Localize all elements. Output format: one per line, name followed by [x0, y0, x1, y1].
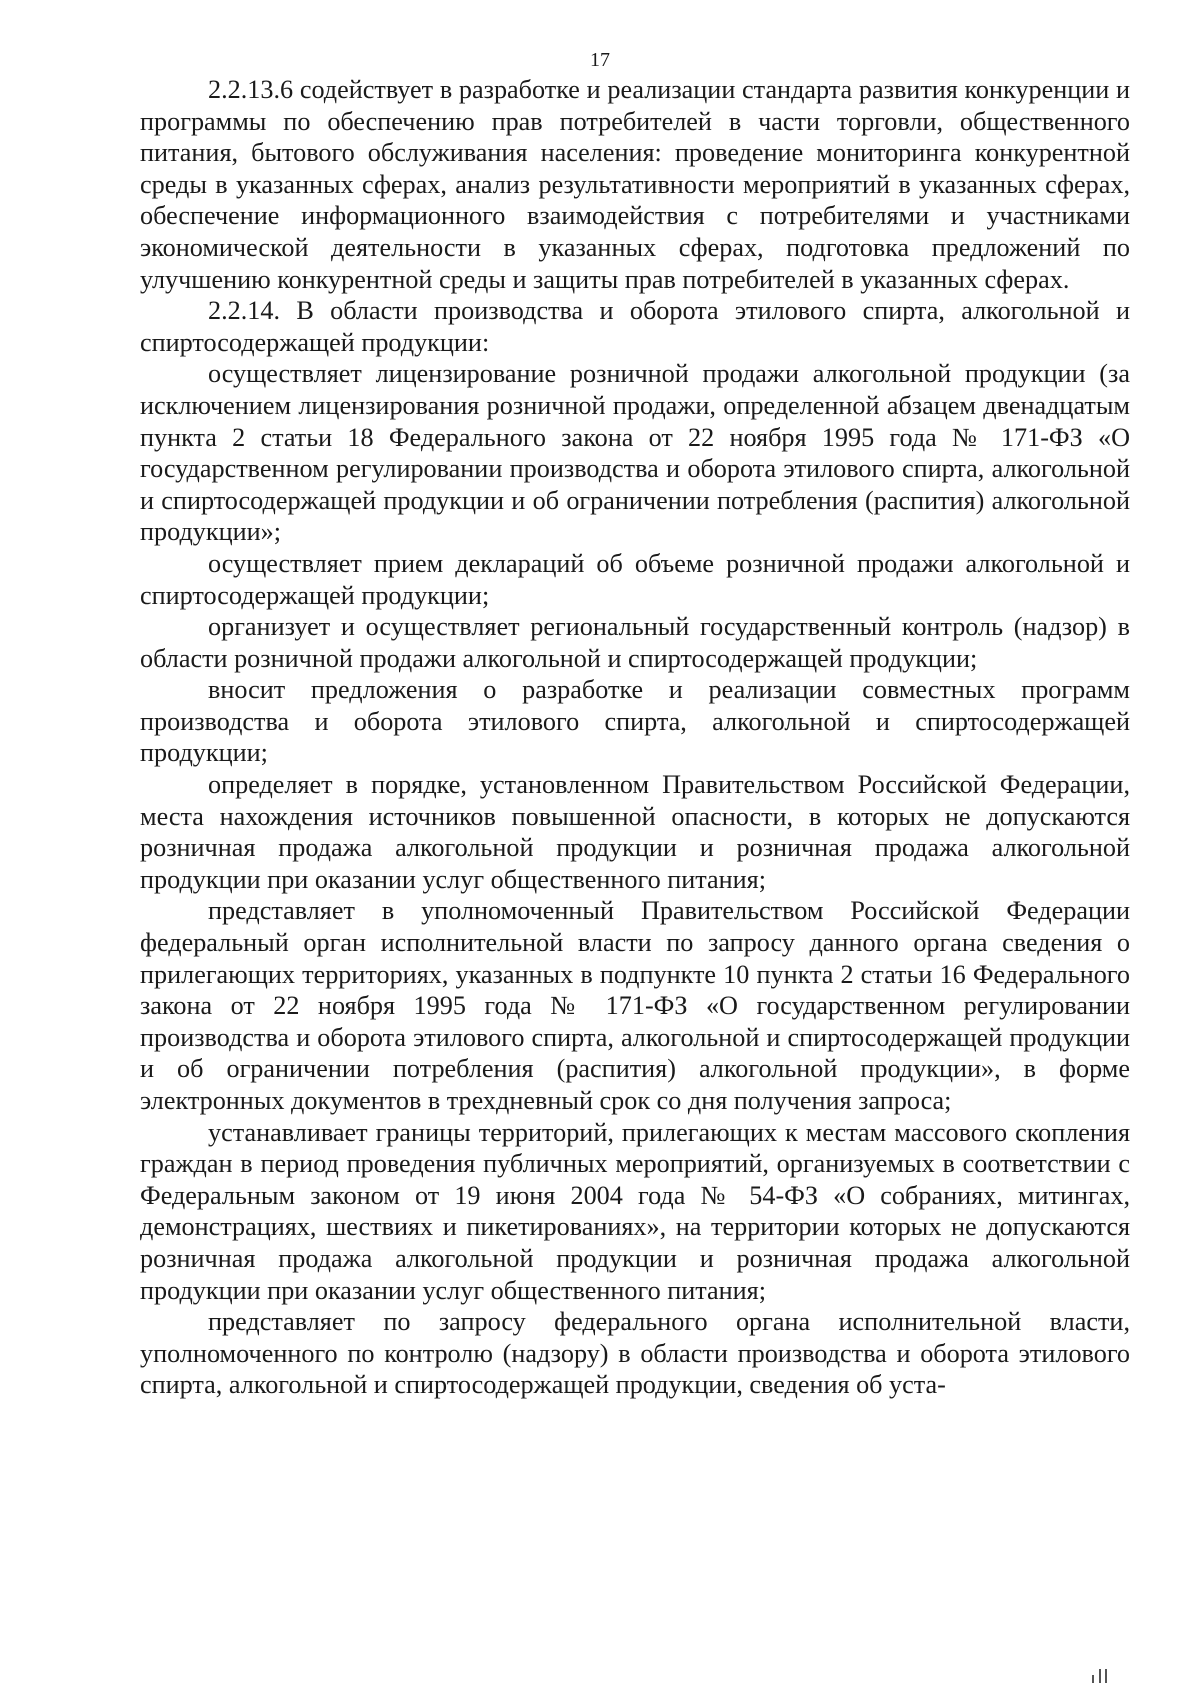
paragraph-federal-request: представляет по запросу федерального органа исполнительной власти, уполномоченного по контролю (надзору) в области производства и оборота этилового спирта, алкогольной и спиртосодержащей продукции, сведения об уста- [140, 1307, 1130, 1400]
document-body [140, 74, 1130, 1401]
paragraph-joint-programs: вносит предложения о разработке и реализации совместных программ производства и оборота этилового спирта, алкогольной и спиртосодержащей продукции; [140, 675, 1130, 768]
paragraph-regional-control: организует и осуществляет региональный государственный контроль (надзор) в области розничной продажи алкогольной и спиртосодержащей продукции; [140, 612, 1130, 673]
paragraph-licensing: осуществляет лицензирование розничной продажи алкогольной продукции (за исключением лицензирования розничной продажи, определенной абзацем двенадцатым пункта 2 статьи 18 Федерального закона от 22 ноября 1995 года № 171-ФЗ «О государственном регулировании производства и оборота этилового спирта, алкогольной и спиртосодержащей продукции и об ограничении потребления (распития) алкогольной продукции»; [140, 359, 1130, 547]
paragraph-declarations: осуществляет прием деклараций об объеме розничной продажи алкогольной и спиртосодержащей продукции; [140, 548, 1130, 610]
paragraph-danger-sources: определяет в порядке, установленном Правительством Российской Федерации, места нахождения источников повышенной опасности, в которых не допускаются розничная продажа алкогольной продукции и розничная продажа алкогольной продукции при оказании услуг общественного питания; [140, 770, 1130, 894]
paragraph-mass-gathering: устанавливает границы территорий, прилегающих к местам массового скопления граждан в период проведения публичных мероприятий, организуемых в соответствии с Федеральным законом от 19 июня 2004 года № 54-ФЗ «О собраниях, митингах, демонстрациях, шествиях и пикетированиях», на территории которых не допускаются розничная продажа алкогольной продукции и розничная продажа алкогольной продукции при оказании услуг общественного питания; [140, 1117, 1130, 1305]
paragraph-2-2-14: 2.2.14. В области производства и оборота этилового спирта, алкогольной и спиртосодержащей продукции: [140, 296, 1130, 357]
page-number: 17 [590, 49, 610, 71]
paragraph-adjacent-territories: представляет в уполномоченный Правительством Российской Федерации федеральный орган исполнительной власти по запросу данного органа сведения о прилегающих территориях, указанных в подпункте 10 пункта 2 статьи 16 Федерального закона от 22 ноября 1995 года № 171-ФЗ «О государственном регулировании производства и оборота этилового спирта, алкогольной и спиртосодержащей продукции и об ограничении потребления (распития) алкогольной продукции», в форме электронных документов в трехдневный срок со дня получения запроса; [140, 896, 1130, 1115]
scan-artifact-mark [1090, 1669, 1112, 1683]
paragraph-2-2-13-6: 2.2.13.6 содействует в разработке и реализации стандарта развития конкуренции и программы по обеспечению прав потребителей в части торговли, общественного питания, бытового обслуживания населения: проведение мониторинга конкурентной среды в указанных сферах, анализ результативности мероприятий в указанных сферах, обеспечение информационного взаимодействия с потребителями и участниками экономической деятельности в указанных сферах, подготовка предложений по улучшению конкурентной среды и защиты прав потребителей в указанных сферах. [140, 75, 1130, 294]
